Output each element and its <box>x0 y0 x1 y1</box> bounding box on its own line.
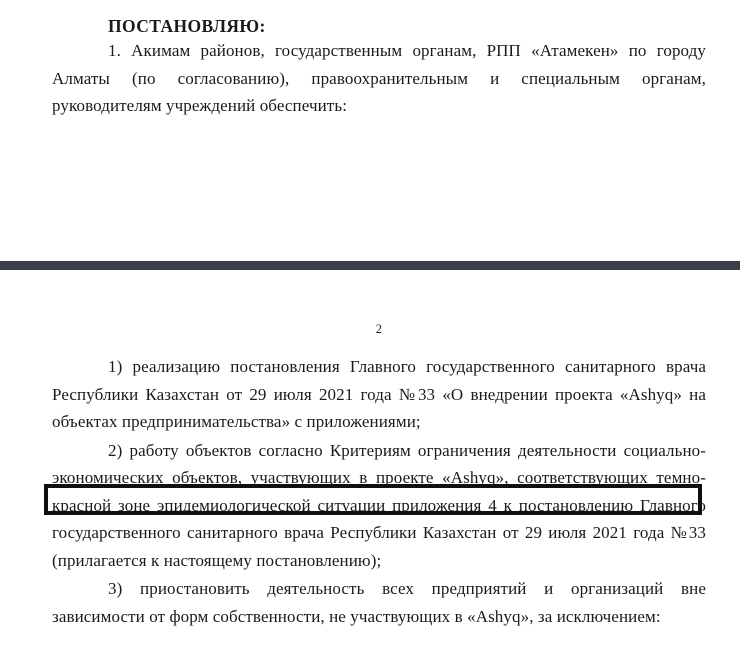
document-top-section <box>0 0 740 120</box>
paragraph: 1) реализацию постановления Главного государственного санитарного врача Республики Казахстан от 29 июля 2021 года №33 «О внедрении проекта «Ashyq» на объектах предпринимательства» с приложениями; <box>52 357 706 432</box>
page-title: ПОСТАНОВЛЯЮ: <box>108 16 266 36</box>
section-divider <box>0 261 740 270</box>
page-number: 2 <box>375 322 383 336</box>
paragraph: 1. Акимам районов, государственным органам, РПП «Атамекен» по городу Алматы (по согласованию), правоохранительным и специальным органам, руководителям учреждений обеспечить: <box>52 41 706 116</box>
paragraph: 2) работу объектов согласно Критериям ограничения деятельности социально-экономических объектов, участвующих в проекте «Ashyq», соответствующих темно-красной зоне эпидемиологической ситуации приложения 4 к постановлению Главного государственного санитарного врача Республики Казахстан от 29 июля 2021 года №33 (прилагается к настоящему постановлению); <box>52 440 706 570</box>
paragraph: 3) приостановить деятельность всех предприятий и организаций вне зависимости от форм собственности, не участвующих в «Ashyq», за исключением: <box>52 579 706 626</box>
document-bottom-section <box>0 300 740 630</box>
